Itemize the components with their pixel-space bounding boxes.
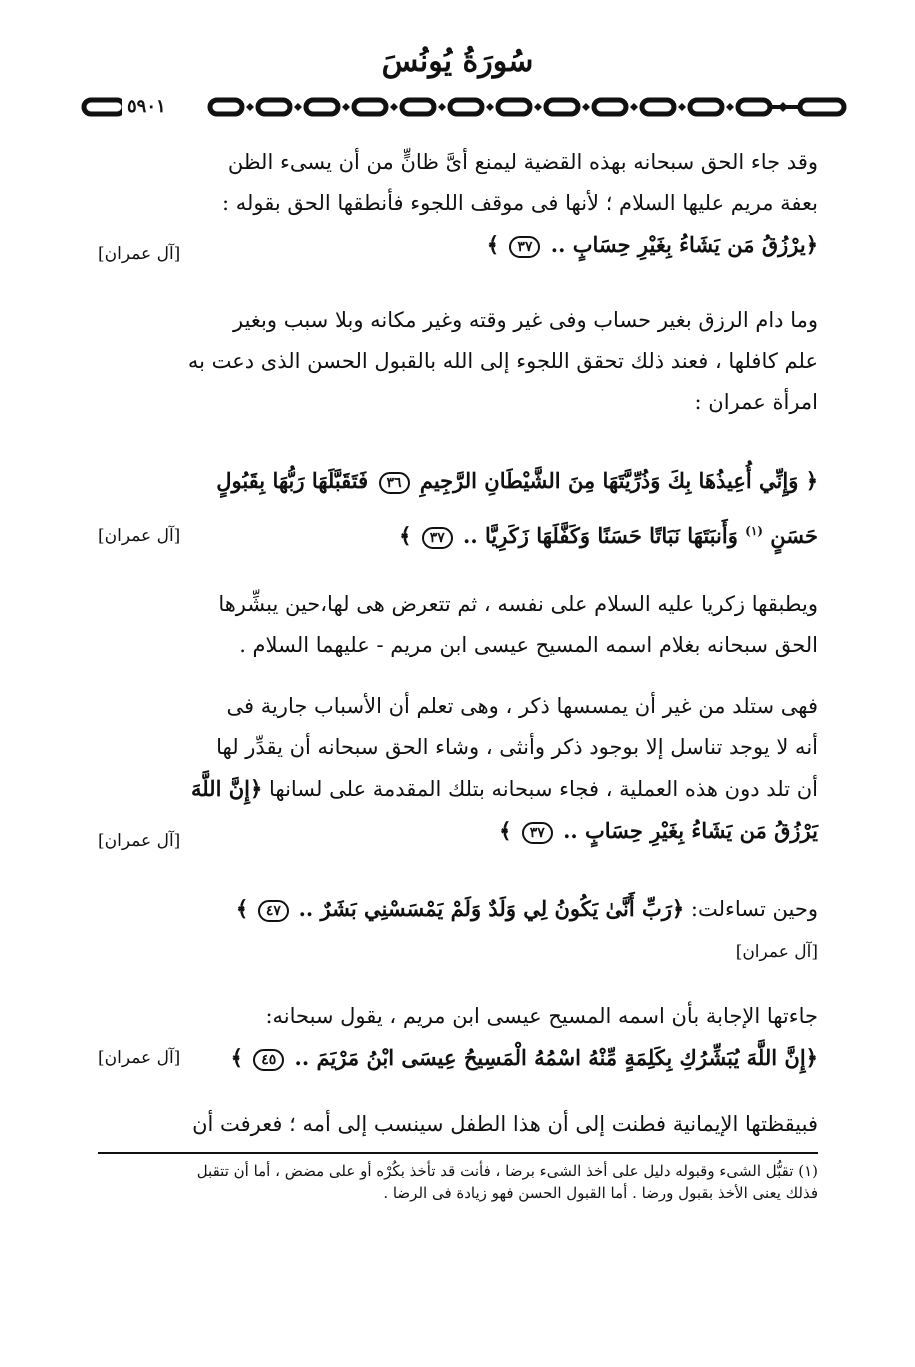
paragraph-4 [98, 584, 818, 666]
paragraph-3 [98, 460, 818, 556]
text-line [98, 888, 818, 930]
verse-text: يَرْزُقُ مَن يَشَاءُ بِغَيْرِ حِسَابٍ .. [563, 818, 818, 843]
page-number: ٥٩٠١ [122, 95, 171, 119]
verse-text: وَأَنبَتَهَا نَبَاتًا حَسَنًا وَكَفَّلَهَا زَكَرِيَّا .. [463, 523, 738, 548]
verse-text: ﴿ وَإِنِّي أُعِيذُهَا بِكَ وَذُرِّيَّتَهَا مِنَ الشَّيْطَانِ الرَّجِيمِ [419, 468, 818, 493]
verse-close: ﴾ [486, 232, 500, 257]
text-line: امرأة عمران : [694, 390, 818, 414]
verse-close: ﴾ [499, 818, 512, 843]
text-line: وقد جاء الحق سبحانه بهذه القضية ليمنع أىَّ ظانٍّ من أن يسىء الظن [227, 150, 818, 174]
text-line: فبيقظتها الإيمانية فطنت إلى أن هذا الطفل سينسب إلى أمه ؛ فعرفت أن [192, 1112, 818, 1136]
footnote-line: (١) تقبُّل الشىء وقبوله دليل على أخذ الشىء برضا ، فأنت قد تأخذ بكُرْه أو على مضض ، أما أن تتقبل [196, 1162, 818, 1180]
text-line: ويطبقها زكريا عليه السلام على نفسه ، ثم تتعرض هى لها،حين يبشِّرها [218, 592, 818, 616]
footnote-line: فذلك يعنى الأخذ بقبول ورضا . أما القبول الحسن فهو زيادة فى الرضا . [383, 1184, 818, 1202]
verse-text: ﴿رَبِّ أَنَّىٰ يَكُونُ لِي وَلَدٌ وَلَمْ يَمْسَسْنِي بَشَرٌ .. [298, 896, 685, 921]
verse-close: ﴾ [230, 1045, 243, 1070]
text-line: أنه لا يوجد تناسل إلا بوجود ذكر وأنثى ، وشاء الحق سبحانه أن يقدِّر لها [216, 735, 818, 759]
surah-reference: [آل عمران] [98, 526, 181, 546]
ayah-number: ٣٦ [379, 472, 410, 494]
ayah-number: ٤٥ [253, 1049, 284, 1071]
paragraph-7 [98, 996, 818, 1078]
surah-reference: [آل عمران] [98, 244, 181, 264]
quran-verse [98, 1037, 818, 1078]
verse-close: ﴾ [235, 896, 249, 921]
ayah-number: ٣٧ [422, 527, 453, 549]
text-line [98, 768, 818, 810]
paragraph-8 [98, 1104, 818, 1145]
text-line: الحق سبحانه بغلام اسمه المسيح عيسى ابن مريم - عليهما السلام . [239, 633, 818, 657]
verse-line [98, 511, 818, 556]
ayah-number: ٤٧ [258, 900, 289, 922]
surah-reference: [آل عمران] [98, 831, 181, 851]
paragraph-5 [98, 686, 818, 851]
verse-text: ﴿إِنَّ اللَّهَ يُبَشِّرُكِ بِكَلِمَةٍ مِّنْهُ اسْمُهُ الْمَسِيحُ عِيسَى ابْنُ مَرْيَمَ .. [294, 1045, 818, 1070]
verse-text: ﴿إِنَّ اللَّهَ [190, 776, 263, 801]
verse-line [98, 460, 818, 501]
verse-text: فَتَقَبَّلَهَا رَبُّهَا بِقَبُولٍ [216, 468, 369, 493]
footnote-divider [98, 1152, 818, 1154]
paragraph-2 [98, 300, 818, 423]
surah-reference: [آل عمران] [735, 942, 818, 962]
text-line: بعفة مريم عليها السلام ؛ لأنها فى موقف اللجوء فأنطقها الحق بقوله : [221, 191, 818, 215]
surah-title: سُورَةُ يُونُسَ [381, 44, 534, 79]
text-run: وحين تساءلت: [690, 897, 818, 921]
footnote [98, 1160, 818, 1204]
text-line: فهى ستلد من غير أن يمسسها ذكر ، وهى تعلم أن الأسباب جارية فى [226, 694, 818, 718]
quran-verse [98, 810, 818, 851]
ayah-number: ٣٧ [509, 236, 540, 258]
text-line: جاءتها الإجابة بأن اسمه المسيح عيسى ابن مريم ، يقول سبحانه: [265, 1004, 818, 1028]
paragraph-6 [98, 888, 818, 930]
verse-close: ﴾ [399, 523, 412, 548]
quran-verse [98, 224, 818, 265]
verse-text: ﴿يرْزُقُ مَن يَشَاءُ بِغَيْرِ حِسَابٍ .. [550, 232, 818, 257]
surah-reference: [آل عمران] [98, 1048, 181, 1068]
verse-text: حَسَنٍ [770, 523, 818, 548]
footnote-marker: (١) [745, 524, 763, 538]
text-line: وما دام الرزق بغير حساب وفى غير وقته وغير مكانه وبلا سبب وبغير [233, 308, 818, 332]
text-line: علم كافلها ، فعند ذلك تحقق اللجوء إلى الله بالقبول الحسن الذى دعت به [187, 349, 818, 373]
ayah-number: ٣٧ [522, 822, 553, 844]
paragraph-1 [98, 142, 818, 265]
text-run: أن تلد دون هذه العملية ، فجاء سبحانه بتلك المقدمة على لسانها [268, 777, 818, 801]
ornament-bar [80, 94, 850, 120]
